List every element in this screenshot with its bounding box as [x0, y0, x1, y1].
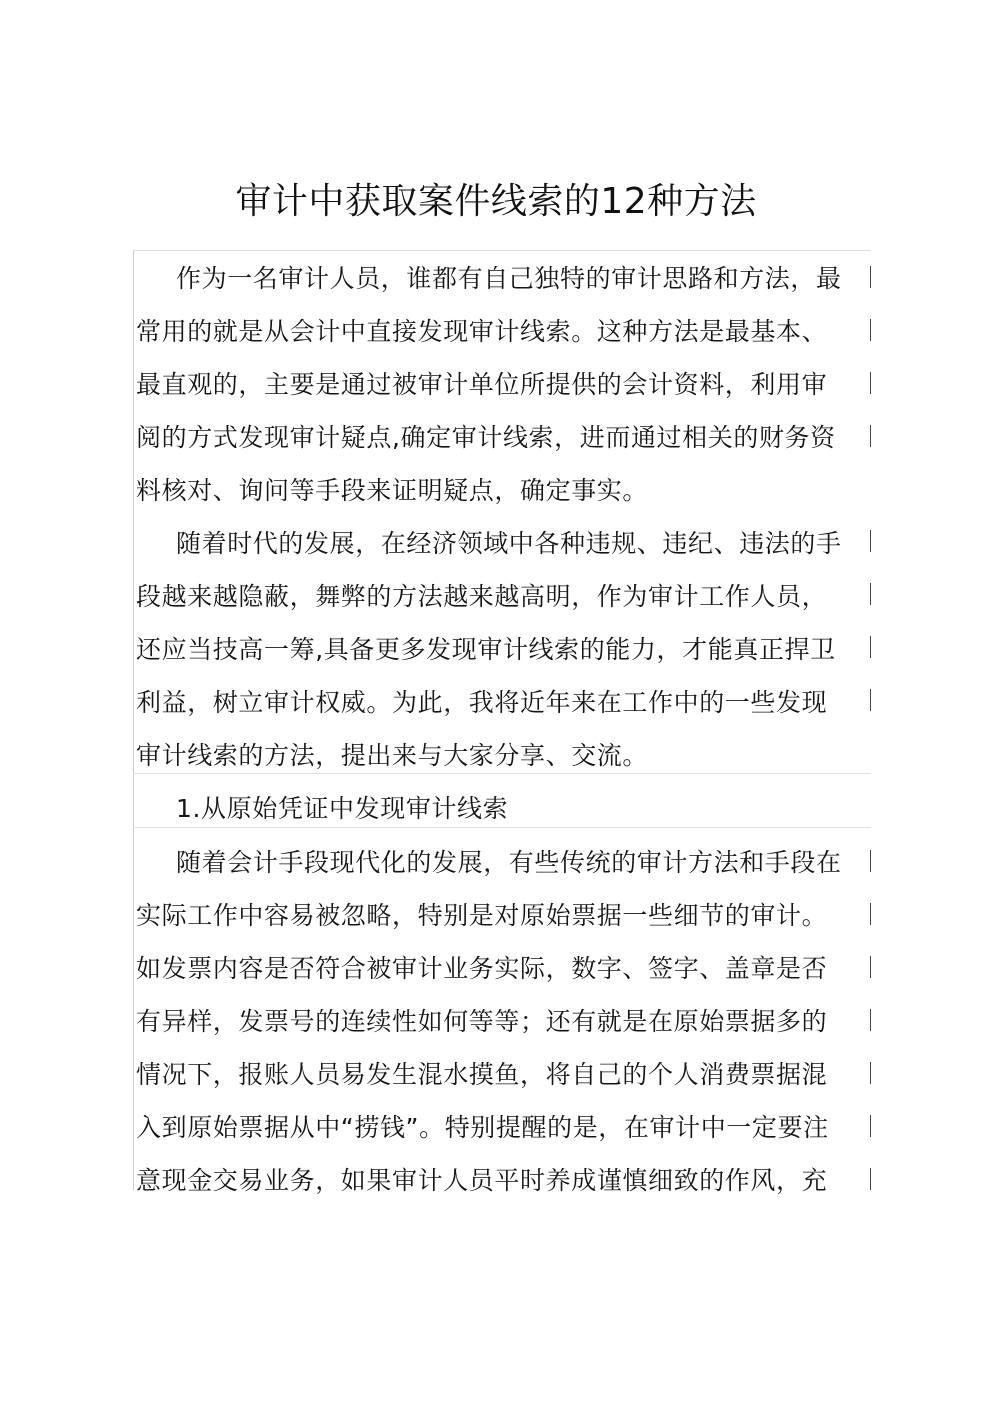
frame-right-tick [870, 1168, 871, 1190]
frame-right-tick [870, 583, 871, 605]
frame-right-tick [870, 1062, 871, 1084]
frame-right-tick [870, 319, 871, 341]
frame-right-tick [870, 636, 871, 658]
text-line: 段越来越隐蔽，舞弊的方法越来越高明，作为审计工作人员， [136, 582, 828, 611]
text-line: 作为一名审计人员，谁都有自己独特的审计思路和方法，最 [176, 264, 842, 293]
frame-right-tick [870, 530, 871, 552]
frame-right-tick [870, 1009, 871, 1031]
frame-right-tick [870, 850, 871, 872]
paragraph-1 [136, 250, 868, 517]
text-line: 还应当技高一筹,具备更多发现审计线索的能力，才能真正捍卫 [136, 635, 836, 664]
text-line: 随着会计手段现代化的发展，有些传统的审计方法和手段在 [176, 848, 842, 877]
frame-right-tick [870, 956, 871, 978]
text-line: 有异样，发票号的连续性如何等等；还有就是在原始票据多的 [136, 1007, 828, 1036]
text-line: 利益，树立审计权威。为此，我将近年来在工作中的一些发现 [136, 688, 828, 717]
text-line: 阅的方式发现审计疑点,确定审计线索，进而通过相关的财务资 [136, 423, 836, 452]
frame-left-border [133, 250, 134, 1190]
text-line: 最直观的，主要是通过被审计单位所提供的会计资料，利用审 [136, 370, 828, 399]
frame-right-tick [870, 689, 871, 711]
text-line: 常用的就是从会计中直接发现审计线索。这种方法是最基本、 [136, 317, 828, 346]
paragraph-2 [136, 517, 868, 782]
text-line: 入到原始票据从中“捞钱”。特别提醒的是，在审计中一定要注 [136, 1113, 829, 1142]
text-line: 实际工作中容易被忽略，特别是对原始票据一些细节的审计。 [136, 901, 828, 930]
frame-right-tick [870, 903, 871, 925]
document-text [136, 250, 868, 1207]
text-line: 料核对、询问等手段来证明疑点，确定事实。 [136, 476, 649, 505]
frame-right-tick [870, 425, 871, 447]
separator-line [133, 827, 871, 828]
document-body-frame [133, 250, 871, 1195]
separator-line [133, 773, 871, 774]
frame-right-tick [870, 1115, 871, 1137]
document-title: 审计中获取案件线索的12种方法 [235, 181, 757, 222]
text-line: 审计线索的方法，提出来与大家分享、交流。 [136, 741, 649, 770]
paragraph-3 [136, 836, 868, 1207]
frame-right-tick [870, 266, 871, 288]
text-line: 情况下，报账人员易发生混水摸鱼，将自己的个人消费票据混 [136, 1060, 828, 1089]
text-line: 如发票内容是否符合被审计业务实际，数字、签字、盖章是否 [136, 954, 828, 983]
text-line: 意现金交易业务，如果审计人员平时养成谨慎细致的作风，充 [136, 1166, 828, 1195]
text-line: 随着时代的发展，在经济领域中各种违规、违纪、违法的手 [176, 529, 842, 558]
section-heading: 1.从原始凭证中发现审计线索 [176, 794, 509, 823]
frame-right-tick [870, 372, 871, 394]
